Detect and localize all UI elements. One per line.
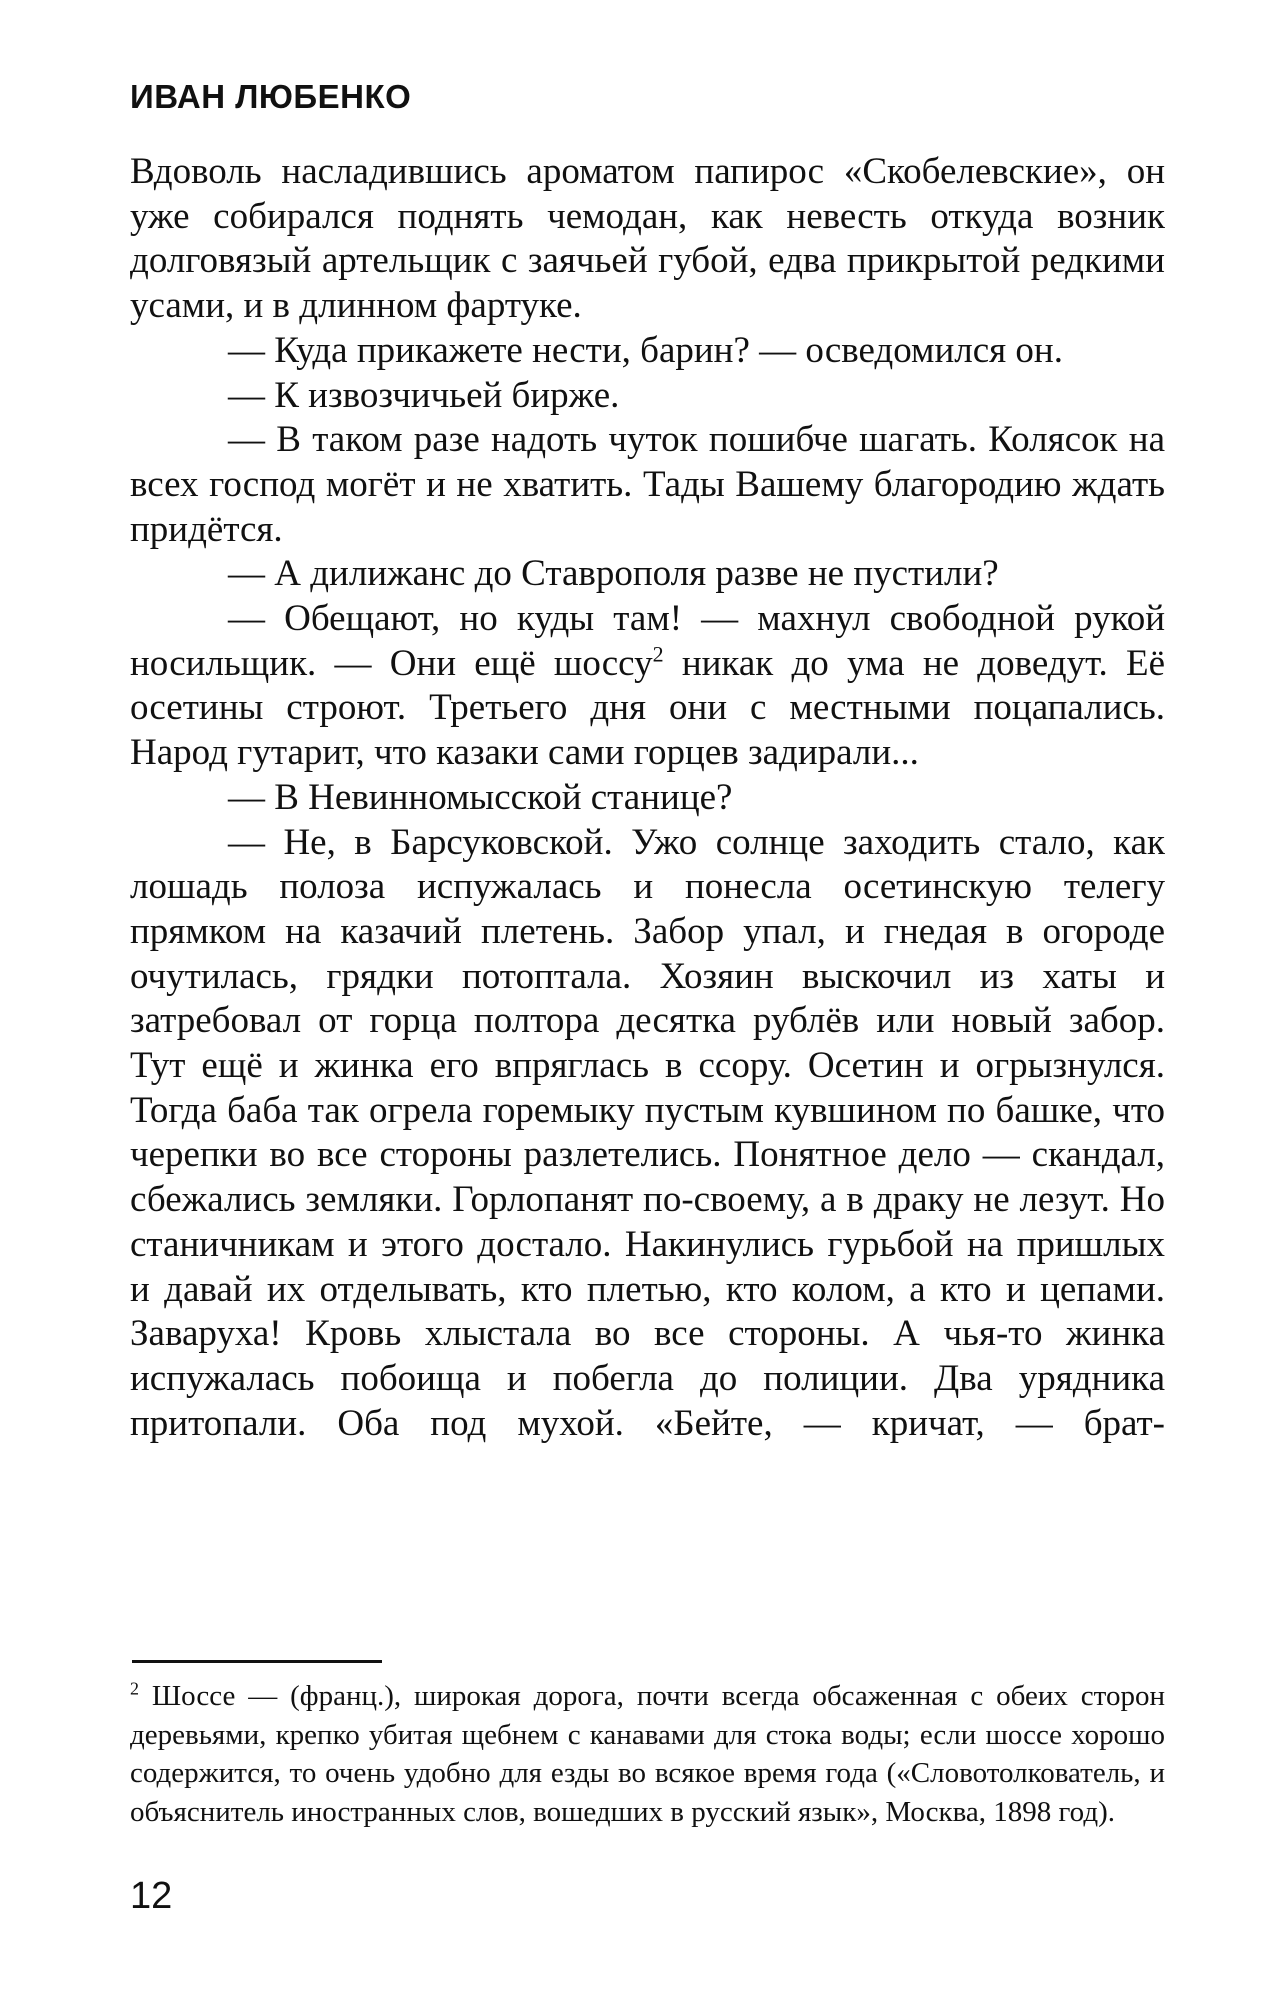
footnote-text: Шоссе — (франц.), широкая дорога, почти всегда обсаженная с обеих сторон деревьями, крепко убитая щебнем с канавами для стока воды; если шоссе хорошо содержится, то очень удобно для езды во всякое время года («Словотолкователь, и объяснитель иностранных слов, вошедших в русский язык», Москва, 1898 год).: [130, 1680, 1165, 1828]
main-text: [130, 150, 1165, 1446]
paragraph-dialogue: [130, 418, 1165, 552]
paragraph-text-continued: никак до ума не доведут. Её осетины строют. Третьего дня они с местными поцапались. Народ гутарит, что казаки сами горцев задирали...: [130, 642, 1165, 774]
footnote: [130, 1677, 1165, 1831]
footnote-divider: [132, 1660, 382, 1663]
paragraph-text: — Не, в Барсуковской. Ужо солнце заходить стало, как лошадь полоза испужалась и понесла осетинскую телегу прямком на казачий плетень. Забор упал, и гнедая в огороде очутилась, грядки потоптала. Хозяин выскочил из хаты и затребовал от горца полтора десятка рублёв или новый забор. Тут ещё и жинка его впряглась в ссору. Осетин и огрызнулся. Тогда баба так огрела горемыку пустым кувшином по башке, что черепки во все стороны разлетелись. Понятное дело — скандал, сбежались земляки. Горлопанят по-своему, а в драку не лезут. Но станичникам и этого достало. Накинулись гурьбой на пришлых и давай их отделывать, кто плетью, кто колом, а кто и цепами. Заваруха! Кровь хлыстала во все стороны. А чья-то жинка испужалась побоища и побегла до полиции. Два урядника притопали. Оба под мухой. «Бейте, — кричат, — брат-: [130, 821, 1165, 1444]
paragraph-dialogue: [130, 597, 1165, 776]
paragraph-text: — В таком разе надоть чуток пошибче шагать. Колясок на всех господ могёт и не хватить. Тады Вашему благородию ждать придётся.: [130, 419, 1165, 550]
paragraph-narration: [130, 150, 1165, 329]
paragraph-text: — А дилижанс до Ставрополя разве не пустили?: [228, 553, 999, 595]
paragraph-dialogue: [130, 776, 1165, 821]
paragraph-dialogue: [130, 552, 1165, 597]
paragraph-text: — Обещают, но куды там! — махнул свободной рукой носильщик. — Они ещё шоссу: [130, 598, 1165, 684]
footnote-reference: 2: [652, 641, 664, 667]
paragraph-text: — В Невинномысской станице?: [228, 776, 733, 818]
page-number: 12: [130, 1875, 173, 1917]
paragraph-dialogue: [130, 374, 1165, 419]
paragraph-dialogue: [130, 329, 1165, 374]
running-header-author: ИВАН ЛЮБЕНКО: [130, 78, 412, 115]
paragraph-text: — Куда прикажете нести, барин? — осведомился он.: [228, 329, 1063, 371]
paragraph-dialogue: [130, 821, 1165, 1447]
paragraph-text: Вдоволь насладившись ароматом папирос «Скобелевские», он уже собирался поднять чемодан, как невесть откуда возник долговязый артельщик с заячьей губой, едва прикрытой редкими усами, и в длинном фартуке.: [130, 151, 1165, 327]
footnote-marker: 2: [130, 1678, 139, 1699]
paragraph-text: — К извозчичьей бирже.: [228, 374, 620, 416]
